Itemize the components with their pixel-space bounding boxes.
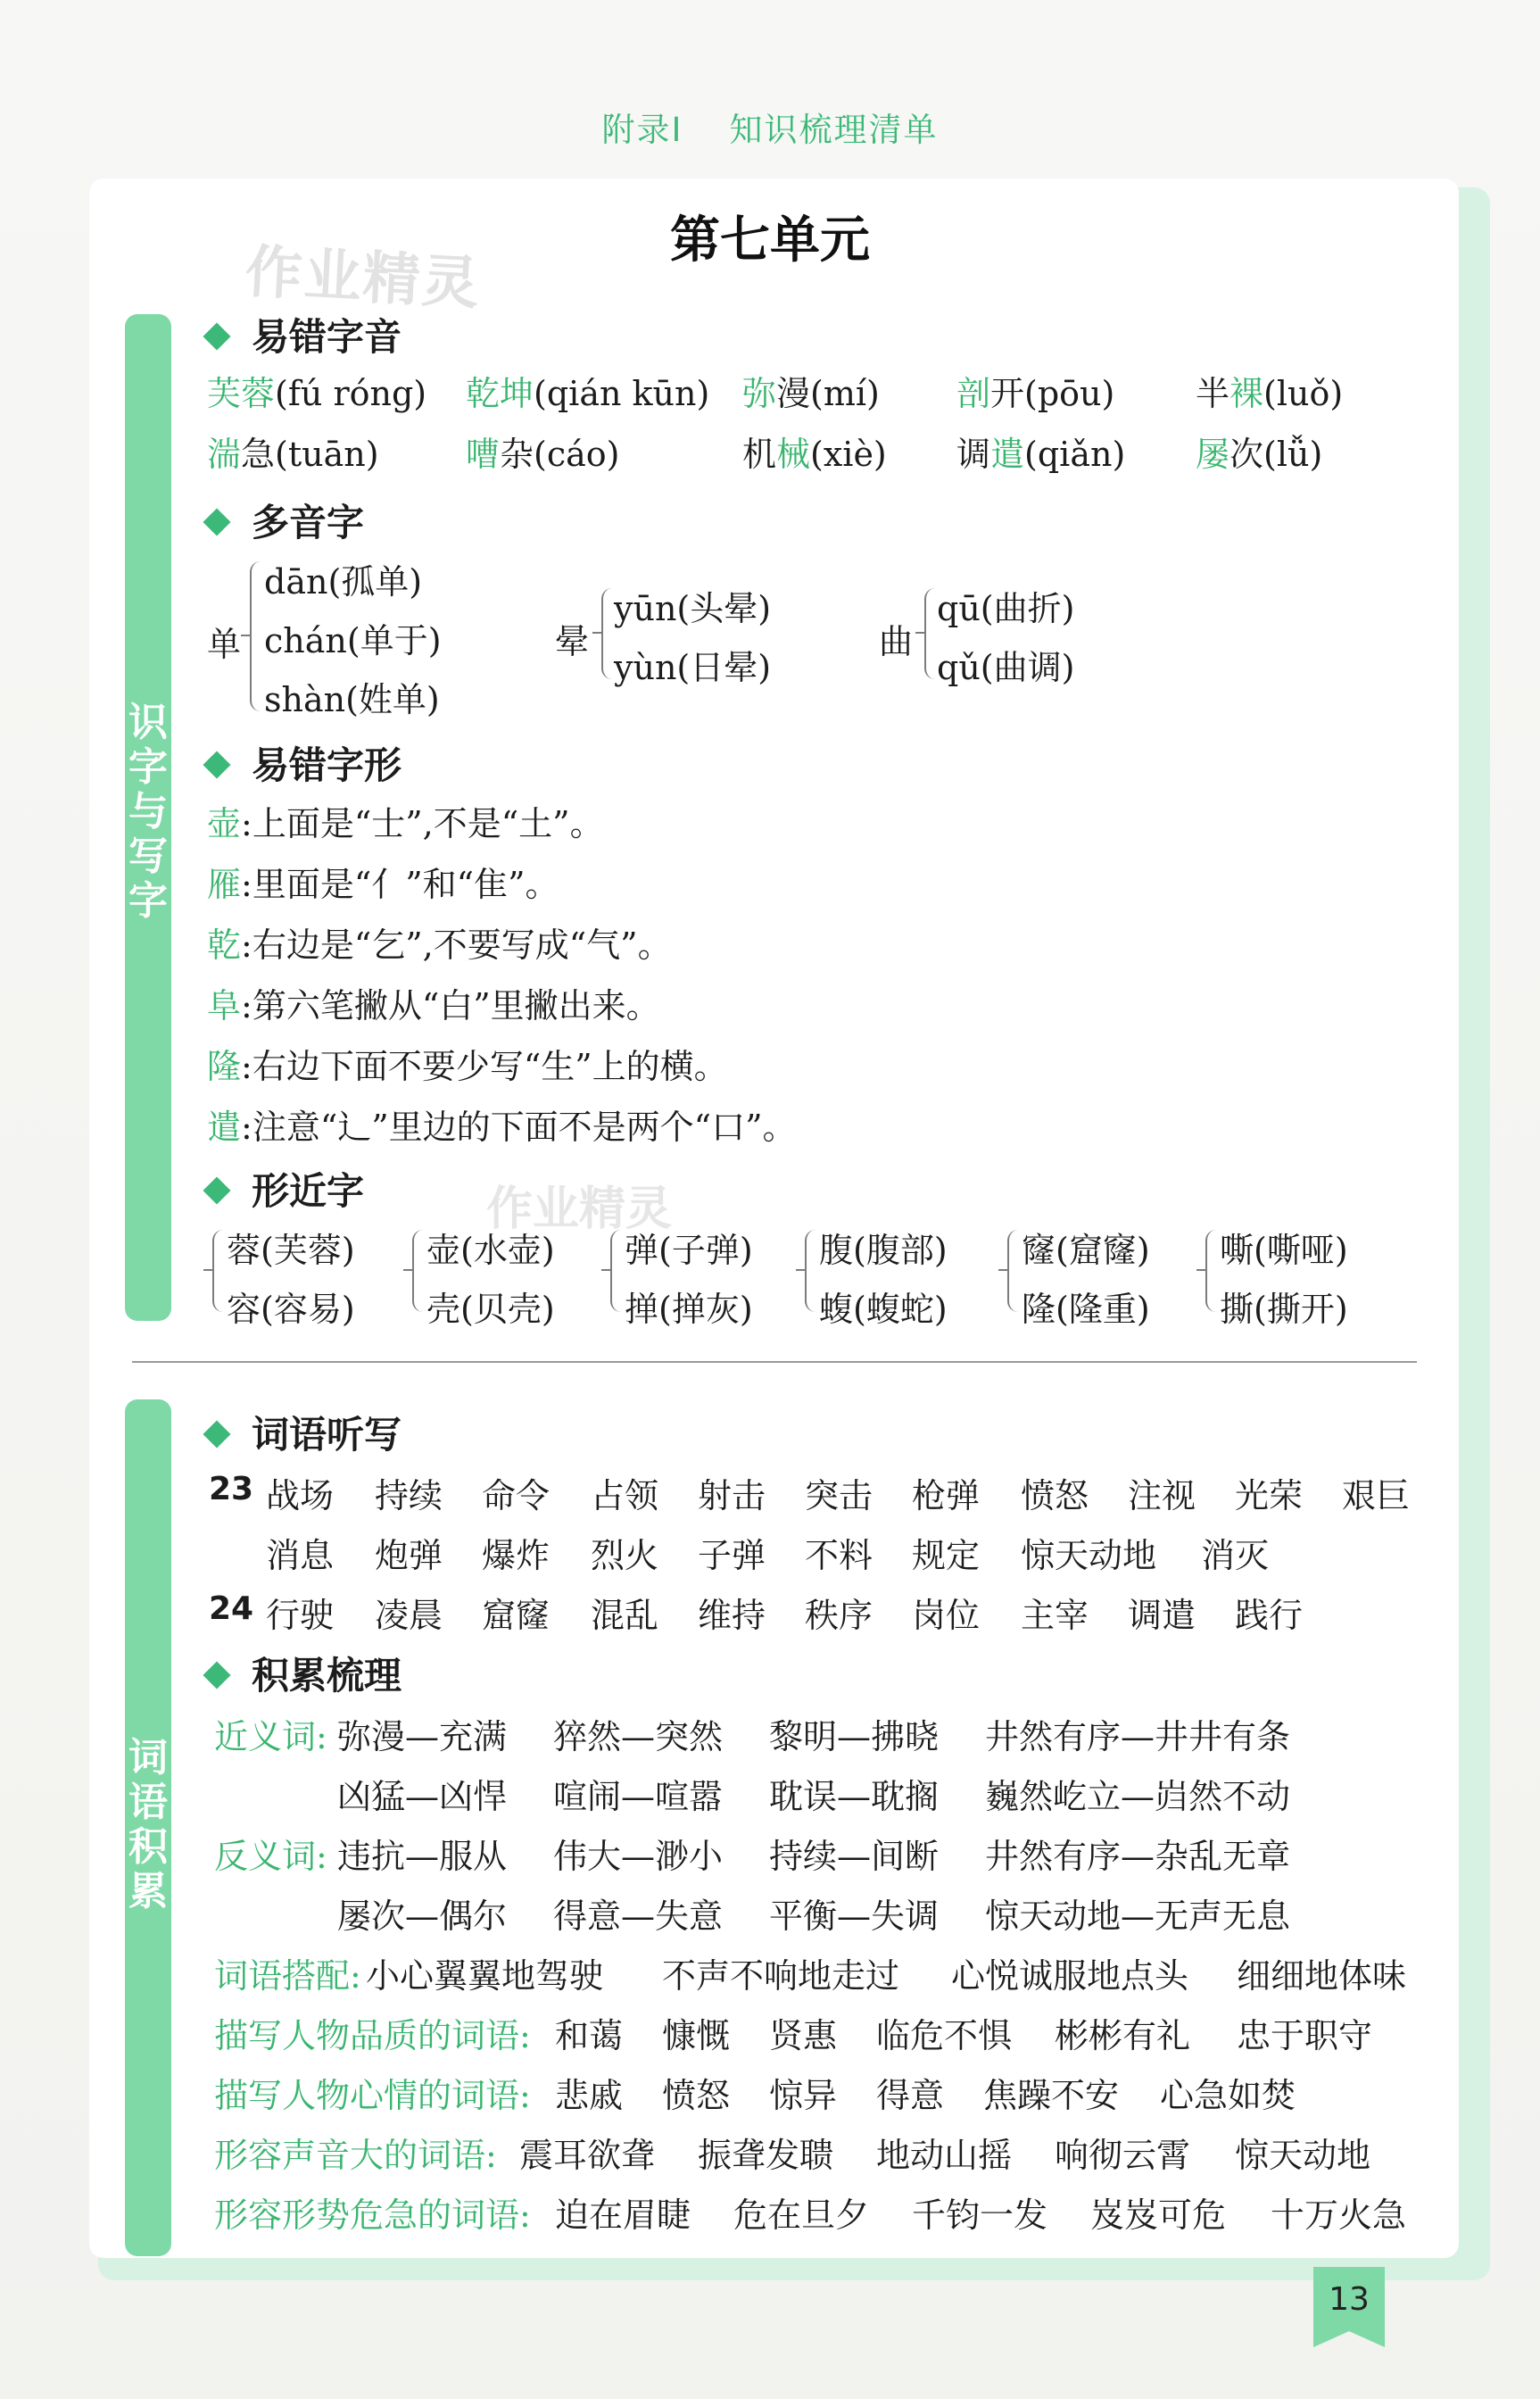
dictation-word: 注视 [1128, 1476, 1196, 1515]
pronunciation-item [742, 366, 880, 415]
similar-char: 掸(掸灰) [625, 1290, 753, 1329]
brace-line [601, 588, 612, 679]
lesson-number: 24 [209, 1590, 254, 1627]
side-tab-vocabulary-label [125, 1736, 171, 1914]
similar-char: 壶(水壶) [426, 1231, 555, 1270]
quality-word: 慷慨 [662, 2016, 731, 2055]
polyphone-reading: shàn(姓单) [264, 680, 440, 719]
dictation-word: 窟窿 [482, 1596, 551, 1635]
dictation-word: 愤怒 [1021, 1476, 1089, 1515]
mood-word: 惊异 [769, 2076, 838, 2115]
dictation-word: 维持 [698, 1596, 766, 1635]
char-highlight: 嘈 [466, 435, 501, 474]
page-title: 第七单元 [670, 212, 870, 270]
glyph-note [207, 1039, 728, 1088]
char-highlight: 屡 [1196, 435, 1230, 474]
word-pair: 弥漫—充满 [337, 1717, 508, 1756]
list-label: 描写人物品质的词语: [214, 2016, 531, 2055]
word-pair: 平衡—失调 [769, 1897, 940, 1936]
dictation-word: 烈火 [591, 1536, 659, 1575]
dictation-word: 岗位 [912, 1596, 981, 1635]
char-highlight: 芙蓉 [207, 374, 276, 413]
loud-sound-word: 惊天动地 [1235, 2136, 1371, 2175]
dictation-word: 持续 [375, 1476, 443, 1515]
char-rest: 次(lǚ) [1230, 435, 1323, 474]
glyph-char: 壶 [207, 804, 242, 843]
pronunciation-item [742, 427, 887, 476]
brace-tick [915, 632, 924, 634]
dictation-word: 战场 [266, 1476, 335, 1515]
quality-word: 贤惠 [769, 2016, 838, 2055]
brace-line [412, 1230, 423, 1312]
brace-line [212, 1230, 223, 1312]
dictation-word: 混乱 [591, 1596, 659, 1635]
tab-char: 识 [128, 700, 168, 745]
quality-word: 彬彬有礼 [1055, 2016, 1191, 2055]
header-appendix: 附录Ⅰ [601, 111, 683, 149]
section-divider [132, 1361, 1417, 1363]
glyph-char: 隆 [207, 1047, 242, 1086]
brace-line [610, 1230, 621, 1312]
word-pair: 耽误—耽搁 [769, 1777, 940, 1816]
brace-tick [998, 1269, 1007, 1271]
page-number: 13 [1329, 2281, 1370, 2318]
brace-line [805, 1230, 816, 1312]
brace-tick [592, 632, 601, 634]
char-plain: 半 [1196, 374, 1230, 413]
list-label: 描写人物心情的词语: [214, 2076, 531, 2115]
word-pair: 井然有序—杂乱无章 [985, 1837, 1291, 1876]
pronunciation-item [956, 366, 1114, 415]
section-heading-pronunciation: 易错字音 [207, 308, 402, 361]
polyphone-reading: yūn(头晕) [614, 589, 772, 628]
brace-tick [203, 1269, 212, 1271]
char-rest: 杂(cáo) [500, 435, 620, 474]
diamond-icon [203, 751, 230, 778]
dictation-word: 突击 [805, 1476, 873, 1515]
section-heading-accumulation: 积累梳理 [207, 1647, 402, 1700]
similar-char: 腹(腹部) [819, 1231, 948, 1270]
glyph-char: 遣 [207, 1108, 242, 1147]
polyphone-reading: chán(单于) [264, 621, 442, 660]
polyphone-reading: yùn(日晕) [614, 648, 772, 687]
mood-word: 得意 [876, 2076, 945, 2115]
watermark: 作业精灵 [243, 239, 483, 318]
quality-word: 和蔼 [555, 2016, 624, 2055]
loud-sound-word: 地动山摇 [876, 2136, 1013, 2175]
list-label: 词语搭配: [214, 1956, 361, 1996]
pronunciation-item [1196, 427, 1322, 476]
glyph-char: 阜 [207, 986, 242, 1025]
dictation-word: 主宰 [1021, 1596, 1089, 1635]
mood-word: 悲戚 [555, 2076, 624, 2115]
pronunciation-item [207, 427, 379, 476]
dictation-word: 炮弹 [375, 1536, 443, 1575]
similar-char: 隆(隆重) [1022, 1290, 1150, 1329]
watermark-secondary: 作业精灵 [486, 1183, 673, 1236]
dictation-word: 子弹 [698, 1536, 766, 1575]
char-highlight: 遣 [990, 435, 1025, 474]
tab-char: 累 [128, 1869, 168, 1914]
word-pair: 巍然屹立—岿然不动 [985, 1777, 1291, 1816]
char-plain: 调 [956, 435, 991, 474]
list-label: 反义词: [214, 1837, 327, 1876]
tab-char: 写 [128, 834, 168, 879]
similar-char: 弹(子弹) [625, 1231, 753, 1270]
dictation-word: 行驶 [266, 1596, 335, 1635]
side-tab-literacy-label [125, 701, 171, 924]
dictation-word: 不料 [805, 1536, 873, 1575]
glyph-char: 乾 [207, 926, 242, 965]
list-label: 形容形势危急的词语: [214, 2196, 531, 2235]
section-heading-similar-chars: 形近字 [207, 1162, 364, 1216]
pronunciation-item [1196, 366, 1343, 415]
brace-tick [796, 1269, 805, 1271]
diamond-icon [203, 508, 230, 535]
pronunciation-item [466, 427, 619, 476]
glyph-text: :注意“辶”里边的下面不是两个“口”。 [241, 1108, 797, 1147]
dictation-word: 命令 [482, 1476, 551, 1515]
char-highlight: 弥 [742, 374, 777, 413]
dictation-word: 秩序 [805, 1596, 873, 1635]
dictation-word: 惊天动地 [1021, 1536, 1157, 1575]
similar-char: 容(容易) [227, 1290, 355, 1329]
char-rest: 急(tuān) [241, 435, 379, 474]
glyph-text: :右边下面不要少写“生”上的横。 [241, 1047, 728, 1086]
glyph-text: :右边是“乞”,不要写成“气”。 [241, 926, 672, 965]
diamond-icon [203, 1176, 230, 1204]
tab-char: 词 [128, 1735, 168, 1781]
diamond-icon [203, 1420, 230, 1448]
collocation: 细细地体味 [1237, 1956, 1407, 1996]
word-pair: 凶猛—凶悍 [337, 1777, 508, 1816]
tab-char: 语 [128, 1780, 168, 1825]
pronunciation-item [956, 427, 1125, 476]
dictation-word: 践行 [1235, 1596, 1304, 1635]
tab-char: 字 [128, 744, 168, 790]
brace-line [1007, 1230, 1018, 1312]
char-plain: 机 [742, 435, 777, 474]
word-pair: 违抗—服从 [337, 1837, 508, 1876]
urgency-word: 岌岌可危 [1090, 2196, 1227, 2235]
section-heading-polyphones: 多音字 [207, 494, 364, 547]
polyphone-char: 曲 [879, 622, 914, 661]
similar-char: 嘶(嘶哑) [1220, 1231, 1348, 1270]
glyph-text: :上面是“士”,不是“土”。 [241, 804, 604, 843]
pinyin: (qián kūn) [534, 374, 710, 413]
dictation-word: 规定 [912, 1536, 981, 1575]
quality-word: 忠于职守 [1237, 2016, 1373, 2055]
glyph-char: 雁 [207, 865, 242, 904]
list-label: 形容声音大的词语: [214, 2136, 497, 2175]
mood-word: 焦躁不安 [983, 2076, 1120, 2115]
char-highlight: 湍 [207, 435, 242, 474]
lesson-number: 23 [209, 1471, 254, 1507]
dictation-word: 消息 [266, 1536, 335, 1575]
diamond-icon [203, 322, 230, 350]
polyphone-char: 单 [207, 625, 242, 664]
char-highlight: 剖 [956, 374, 991, 413]
pinyin: (xiè) [810, 435, 887, 474]
glyph-note [207, 796, 604, 845]
word-pair: 屡次—偶尔 [337, 1897, 508, 1936]
similar-char: 撕(撕开) [1220, 1290, 1348, 1329]
collocation: 心悦诚服地点头 [951, 1956, 1189, 1996]
word-pair: 喧闹—喧嚣 [553, 1777, 724, 1816]
brace-line [1205, 1230, 1216, 1312]
dictation-word: 调遣 [1128, 1596, 1196, 1635]
polyphone-reading: dān(孤单) [264, 562, 423, 602]
loud-sound-word: 响彻云霄 [1055, 2136, 1191, 2175]
polyphone-char: 晕 [555, 622, 590, 661]
mood-word: 愤怒 [662, 2076, 731, 2115]
char-highlight: 械 [776, 435, 811, 474]
word-pair: 惊天动地—无声无息 [985, 1897, 1291, 1936]
word-pair: 持续—间断 [769, 1837, 940, 1876]
urgency-word: 危在旦夕 [733, 2196, 870, 2235]
glyph-note [207, 1100, 797, 1149]
dictation-word: 占领 [591, 1476, 659, 1515]
tab-char: 积 [128, 1824, 168, 1870]
glyph-note [207, 917, 672, 967]
pronunciation-item [466, 366, 709, 415]
collocation: 不声不响地走过 [662, 1956, 900, 1996]
similar-char: 蓉(芙蓉) [227, 1231, 355, 1270]
brace-tick [601, 1269, 610, 1271]
dictation-word: 凌晨 [375, 1596, 443, 1635]
similar-char: 壳(贝壳) [426, 1290, 555, 1329]
tab-char: 字 [128, 878, 168, 924]
word-pair: 伟大—渺小 [553, 1837, 724, 1876]
char-rest: 开(pōu) [990, 374, 1115, 413]
dictation-word: 爆炸 [482, 1536, 551, 1575]
dictation-word: 消灭 [1201, 1536, 1270, 1575]
word-pair: 得意—失意 [553, 1897, 724, 1936]
collocation: 小心翼翼地驾驶 [366, 1956, 604, 1996]
brace-line [250, 561, 261, 711]
loud-sound-word: 振聋发聩 [698, 2136, 834, 2175]
dictation-word: 艰巨 [1342, 1476, 1411, 1515]
glyph-text: :第六笔撇从“白”里撇出来。 [241, 986, 660, 1025]
header-section: 知识梳理清单 [729, 111, 939, 149]
pinyin: (luǒ) [1263, 374, 1344, 413]
brace-tick [241, 635, 250, 636]
urgency-word: 迫在眉睫 [555, 2196, 691, 2235]
brace-line [924, 588, 935, 679]
polyphone-reading: qǔ(曲调) [937, 648, 1075, 687]
brace-tick [1196, 1269, 1205, 1271]
loud-sound-word: 震耳欲聋 [519, 2136, 656, 2175]
polyphone-reading: qū(曲折) [937, 589, 1075, 628]
list-label: 近义词: [214, 1717, 327, 1756]
page-header [0, 103, 1540, 151]
glyph-note [207, 857, 559, 906]
section-heading-dictation: 词语听写 [207, 1406, 402, 1459]
pinyin: (fú róng) [275, 374, 427, 413]
pronunciation-item [207, 366, 426, 415]
glyph-text: :里面是“亻”和“隹”。 [241, 865, 559, 904]
dictation-word: 光荣 [1235, 1476, 1304, 1515]
urgency-word: 千钧一发 [912, 2196, 1048, 2235]
char-highlight: 裸 [1230, 374, 1264, 413]
char-highlight: 乾坤 [466, 374, 534, 413]
glyph-note [207, 978, 660, 1027]
word-pair: 井然有序—井井有条 [985, 1717, 1291, 1756]
pinyin: (qiǎn) [1024, 435, 1126, 474]
char-rest: 漫(mí) [776, 374, 880, 413]
urgency-word: 十万火急 [1271, 2196, 1407, 2235]
quality-word: 临危不惧 [876, 2016, 1013, 2055]
word-pair: 黎明—拂晓 [769, 1717, 940, 1756]
mood-word: 心急如焚 [1160, 2076, 1296, 2115]
section-heading-glyphs: 易错字形 [207, 736, 402, 790]
dictation-word: 枪弹 [912, 1476, 981, 1515]
similar-char: 蝮(蝮蛇) [819, 1290, 948, 1329]
word-pair: 猝然—突然 [553, 1717, 724, 1756]
dictation-word: 射击 [698, 1476, 766, 1515]
content-card [89, 178, 1459, 2258]
diamond-icon [203, 1661, 230, 1689]
similar-char: 窿(窟窿) [1022, 1231, 1150, 1270]
brace-tick [403, 1269, 412, 1271]
tab-char: 与 [128, 789, 168, 834]
